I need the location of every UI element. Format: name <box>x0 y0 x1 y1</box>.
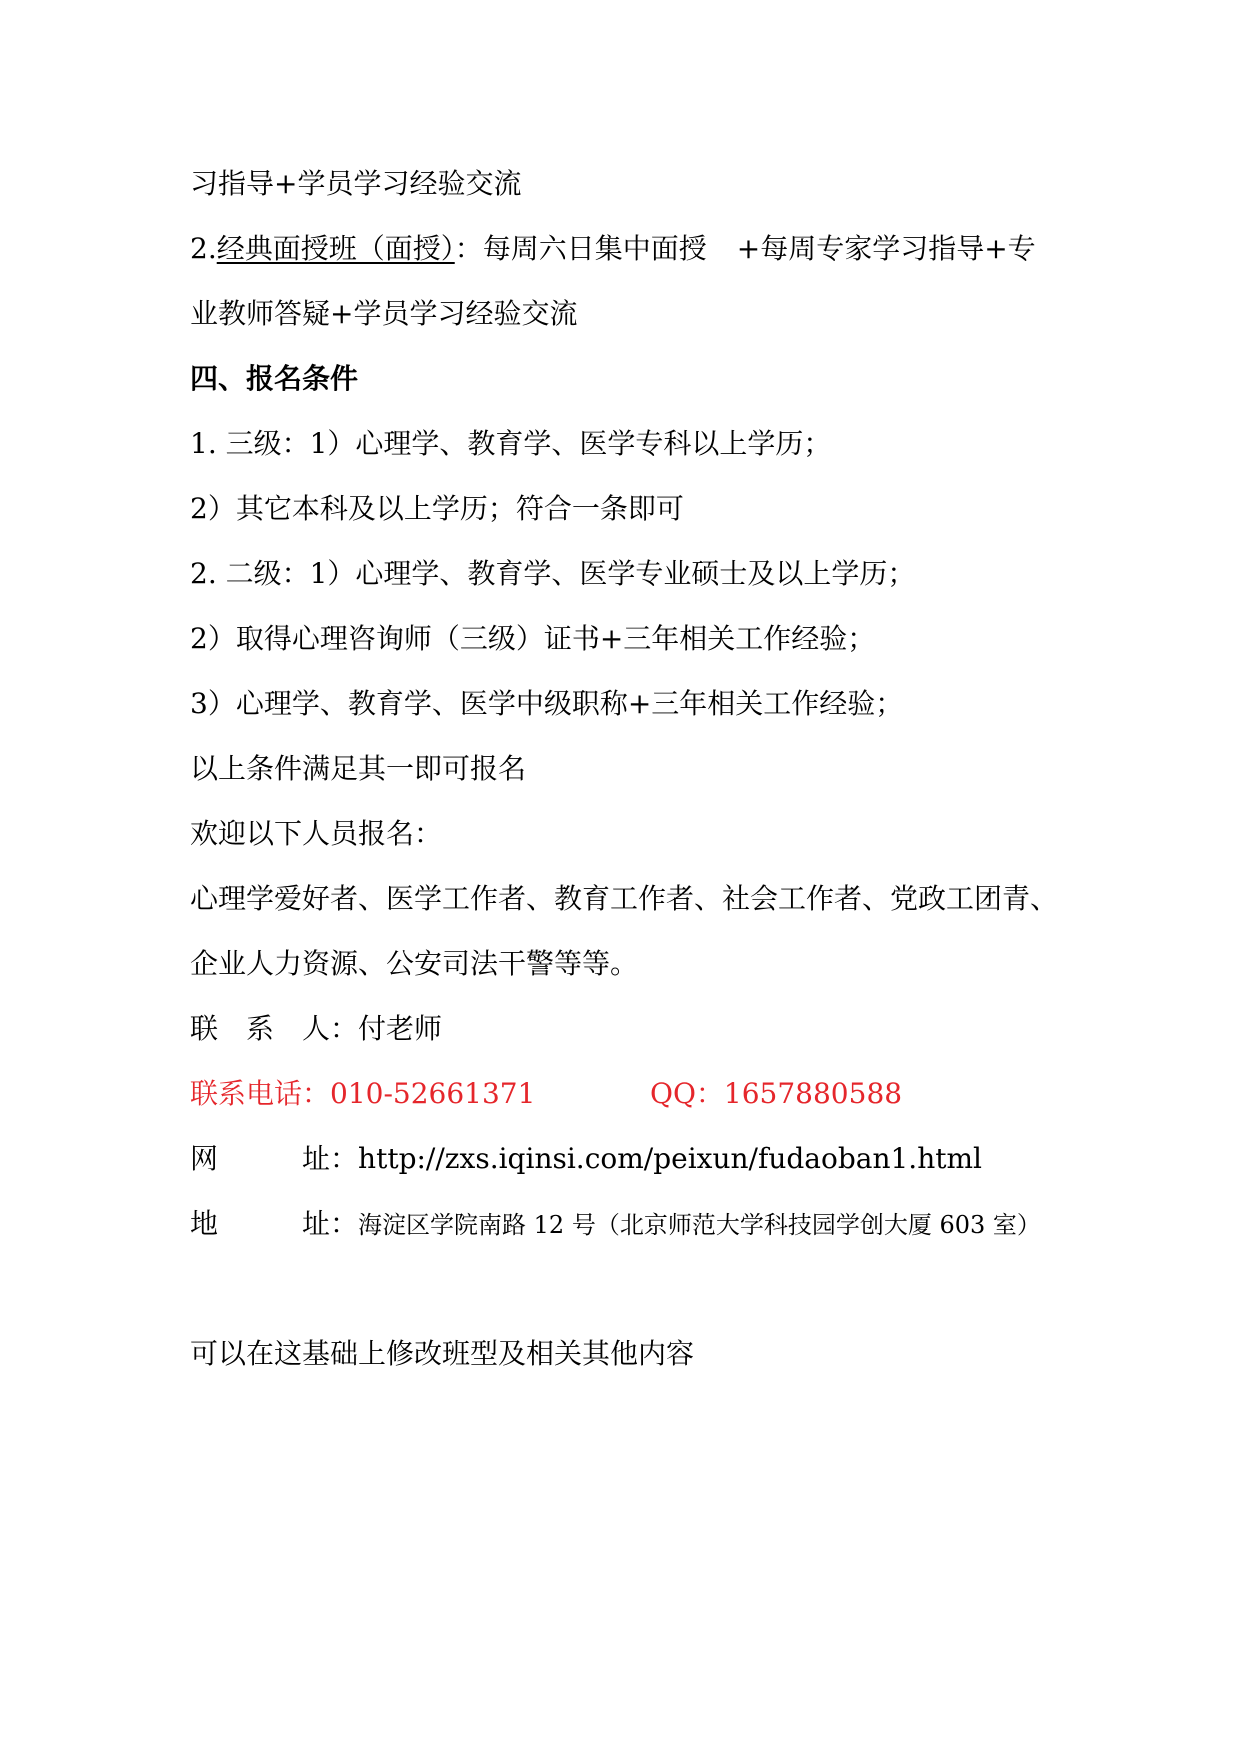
welcome-heading: 欢迎以下人员报名： <box>190 817 443 850</box>
phone-label: 联系电话： <box>190 1077 331 1110</box>
condition-line: 2. 二级：1）心理学、教育学、医学专业硕士及以上学历； <box>190 557 916 590</box>
address-value: 海淀区学院南路 12 号（北京师范大学科技园学创大厦 603 室） <box>358 1211 1041 1239</box>
contact-person-label: 系 <box>246 1012 275 1045</box>
contact-person-row <box>190 1011 442 1047</box>
paragraph-line: 业教师答疑+学员学习经验交流 <box>190 297 578 330</box>
website-row <box>190 1141 982 1177</box>
website-link[interactable]: http://zxs.iqinsi.com/peixun/fudaoban1.html <box>358 1142 982 1175</box>
condition-line: 3）心理学、教育学、医学中级职称+三年相关工作经验； <box>190 687 904 720</box>
paragraph-line: 习指导+学员学习经验交流 <box>190 167 522 200</box>
condition-summary: 以上条件满足其一即可报名 <box>190 752 527 785</box>
condition-line: 2）其它本科及以上学历；符合一条即可 <box>190 492 684 525</box>
phone-value: 010-52661371 <box>330 1077 536 1110</box>
address-row <box>190 1206 1041 1243</box>
welcome-list: 企业人力资源、公安司法干警等等。 <box>190 947 639 980</box>
contact-phone-row <box>190 1076 535 1112</box>
condition-line: 1. 三级：1）心理学、教育学、医学专科以上学历； <box>190 427 832 460</box>
condition-line: 2）取得心理咨询师（三级）证书+三年相关工作经验； <box>190 622 876 655</box>
contact-qq <box>650 1076 902 1112</box>
qq-label: QQ： <box>650 1077 724 1110</box>
address-label: 地 <box>190 1207 219 1240</box>
class-features: +每周专家学习指导+专 <box>736 232 1036 265</box>
contact-person-label: 联 <box>190 1012 219 1045</box>
welcome-list: 心理学爱好者、医学工作者、教育工作者、社会工作者、党政工团青、 <box>190 882 1059 915</box>
contact-person-label: 人： <box>302 1012 359 1045</box>
website-label: 网 <box>190 1142 219 1175</box>
website-label: 址： <box>302 1142 359 1175</box>
class-name-underlined: 经典面授班（面授） <box>216 232 455 265</box>
address-label: 址： <box>302 1207 359 1240</box>
class-type-2-line <box>190 231 1036 267</box>
qq-value: 1657880588 <box>723 1077 903 1110</box>
item-number: 2. <box>190 232 217 265</box>
class-schedule: ：每周六日集中面授 <box>454 232 707 265</box>
section-heading: 四、报名条件 <box>190 362 359 395</box>
contact-person-value: 付老师 <box>358 1012 443 1045</box>
footer-note: 可以在这基础上修改班型及相关其他内容 <box>190 1337 695 1370</box>
